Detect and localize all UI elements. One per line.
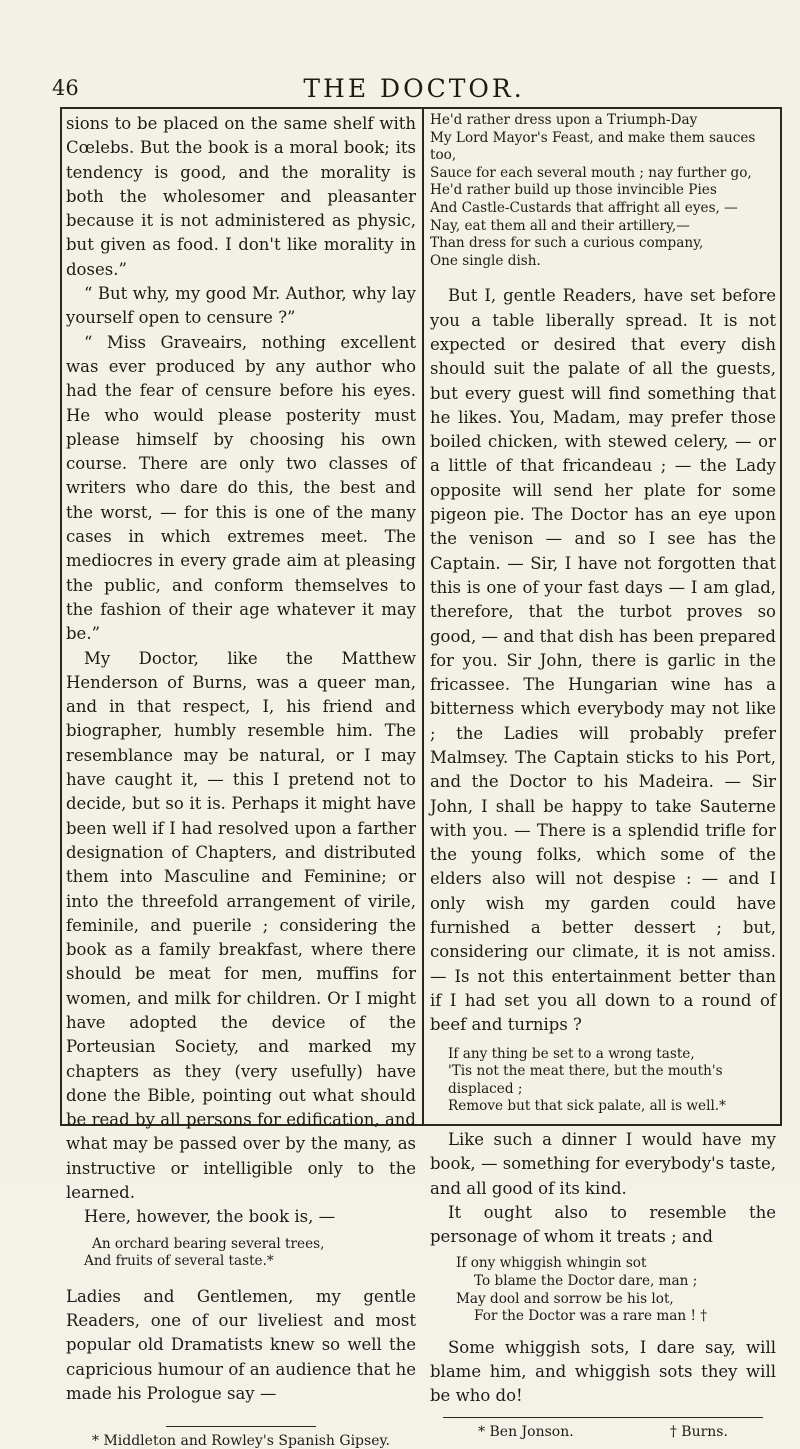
verse-line: If any thing be set to a wrong taste, — [448, 1045, 695, 1062]
footnote: * Middleton and Rowley's Spanish Gipsey. — [92, 1433, 390, 1449]
verse-line: One single dish. — [430, 252, 541, 269]
verse-line: Nay, eat them all and their artillery,— — [430, 217, 690, 234]
footnotes — [430, 1424, 776, 1440]
verse-line: May dool and sorrow be his lot, — [456, 1290, 674, 1307]
verse-line: An orchard bearing several trees, — [92, 1235, 325, 1252]
verse-line: My Lord Mayor's Feast, and make them sauces too, — [430, 129, 756, 164]
verse-line: He'd rather dress upon a Triumph-Day — [430, 112, 698, 128]
paragraph: But I, gentle Readers, have set before you a table liberally spread. It is not expected or desired that every dish should suit the palate of all the guests, but every guest will find something that he likes. You, Madam, may prefer those boiled chicken, with stewed celery, — or a little of that fricandeau ; — the Lady opposite will send her plate for some pigeon pie. The Doctor has an eye upon the venison — and so I see has the Captain. — Sir, I have not forgotten that this is one of your fast days — I am glad, therefore, that the turbot proves so good, — and that dish has been prepared for you. Sir John, there is garlic in the fricassee. The Hungarian wine has a bitterness which everybody may not like ; the Ladies will probably prefer Malmsey. The Captain sticks to his Port, and the Doctor to his Madeira. — Sir John, I shall be happy to take Sauterne with you. — There is a splendid trifle for the young folks, which some of the elders also will not despise : — and I only wish my garden could have furnished a better dessert ; but, considering our climate, it is not amiss. — Is not this entertainment better than if I had set you all down to a round of beef and turnips ? — [430, 286, 776, 1035]
verse-line: And Castle-Custards that affright all eyes, — — [430, 199, 738, 216]
footnote: * Ben Jonson. — [478, 1423, 574, 1440]
paragraph: Some whiggish sots, I dare say, will blame him, and whiggish sots they will be who do! — [430, 1337, 776, 1406]
verse-quote — [430, 1255, 776, 1325]
paragraph: It ought also to resemble the personage of whom it treats ; and — [430, 1202, 776, 1247]
paragraph: “ But why, my good Mr. Author, why lay yourself open to censure ?” — [66, 284, 416, 328]
footnote: † Burns. — [669, 1423, 728, 1440]
column-divider — [422, 107, 424, 1126]
verse-quote — [430, 112, 776, 270]
running-title: THE DOCTOR. — [303, 74, 525, 103]
page-header — [44, 74, 784, 108]
right-column — [430, 112, 776, 1440]
paragraph: My Doctor, like the Matthew Henderson of Burns, was a queer man, and in that respect, I, his friend and biographer, humbly resemble him. The resemblance may be natural, or I may have caught it, — this I pretend not to decide, but so it is. Perhaps it might have been well if I had resolved upon a farther designation of Chapters, and distributed them into Masculine and Feminine; or into the threefold arrangement of virile, feminile, and puerile ; considering the book as a family breakfast, where there should be meat for men, muffins for women, and milk for children. Or I might have adopted the device of the Porteusian Society, and marked my chapters as they (very usefully) have done the Bible, pointing out what should be read by all persons for edification, and what may be passed over by the many, as instructive or intelligible only to the learned. — [66, 648, 416, 1203]
footnote-rule — [443, 1417, 763, 1418]
verse-line: And fruits of several taste.* — [84, 1253, 274, 1270]
right-border-rule — [780, 107, 782, 1126]
left-border-rule — [60, 107, 62, 1126]
verse-line: He'd rather build up those invincible Pies — [430, 182, 717, 199]
verse-line: Than dress for such a curious company, — [430, 235, 704, 252]
footnote-rule — [166, 1426, 316, 1427]
page-number: 46 — [52, 76, 79, 100]
verse-line: If ony whiggish whingin sot — [456, 1255, 647, 1272]
paragraph: “ Miss Graveairs, nothing excellent was ever produced by any author who had the fear of censure before his eyes. He who would please posterity must please himself by choosing his own course. There are only two classes of writers who dare do this, the best and the worst, — for this is one of the many cases in which extremes meet. The mediocres in every grade aim at pleasing the public, and conform themselves to the fashion of their age whatever it may be.” — [66, 332, 416, 644]
paragraph: Ladies and Gentlemen, my gentle Readers, one of our liveliest and most popular old Dramatists knew so well the capricious humour of an audience that he made his Prologue say — — [66, 1286, 416, 1404]
verse-line: For the Doctor was a rare man ! † — [474, 1308, 708, 1325]
header-rule — [60, 107, 782, 109]
verse-line: To blame the Doctor dare, man ; — [474, 1273, 698, 1289]
paragraph: Here, however, the book is, — — [84, 1207, 336, 1227]
paragraph: Like such a dinner I would have my book, — something for everybody's taste, and all good of its kind. — [430, 1129, 776, 1198]
paragraph: sions to be placed on the same shelf with Cœlebs. But the book is a moral book; its tendency is good, and the morality is both the wholesomer and pleasanter because it is not administered as physic, but given as food. I don't like morality in doses.” — [66, 114, 416, 279]
verse-quote — [430, 1046, 776, 1116]
verse-line: 'Tis not the meat there, but the mouth's displaced ; — [448, 1063, 723, 1097]
verse-line: Sauce for each several mouth ; nay further go, — [430, 164, 752, 181]
verse-line: Remove but that sick palate, all is well.* — [448, 1098, 726, 1115]
verse-quote — [66, 1236, 416, 1271]
left-column — [66, 112, 416, 1449]
